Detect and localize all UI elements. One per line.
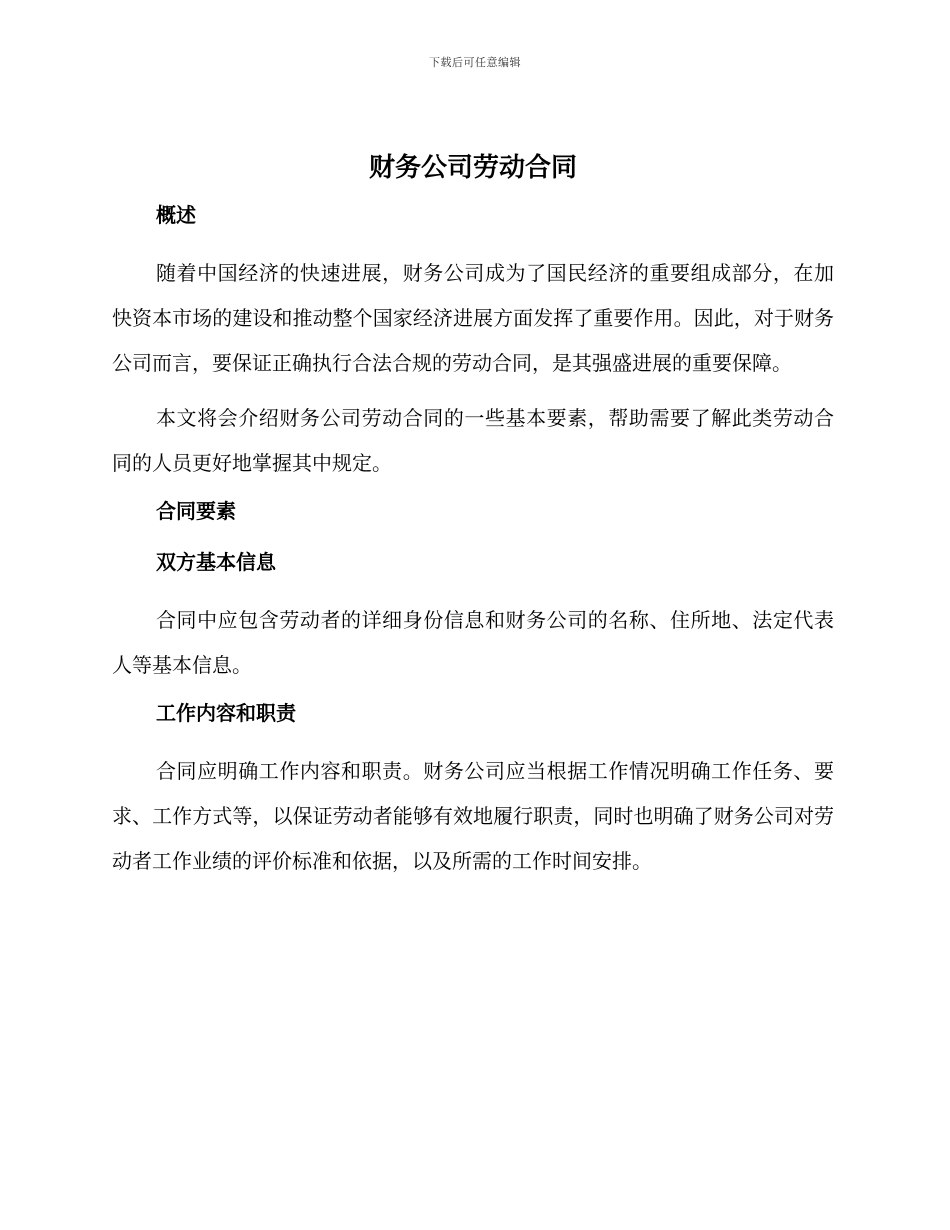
document-body	[112, 150, 834, 884]
paragraph-overview-2: 本文将会介绍财务公司劳动合同的一些基本要素，帮助需要了解此类劳动合同的人员更好地掌握其中规定。	[112, 406, 834, 475]
spacer	[112, 386, 834, 396]
spacer	[112, 486, 834, 496]
document-title: 财务公司劳动合同	[368, 153, 577, 183]
spacer	[112, 688, 834, 698]
paragraph-overview-1: 随着中国经济的快速进展，财务公司成为了国民经济的重要组成部分，在加快资本市场的建设和推动整个国家经济进展方面发挥了重要作用。因此，对于财务公司而言，要保证正确执行合法合规的劳动合同，是其强盛进展的重要保障。	[112, 261, 834, 375]
spacer	[112, 577, 834, 598]
paragraph-parties: 合同中应包含劳动者的详细身份信息和财务公司的名称、住所地、法定代表人等基本信息。	[112, 608, 834, 677]
spacer	[112, 230, 834, 251]
section-heading-duties: 工作内容和职责	[156, 701, 296, 725]
section-heading-overview: 概述	[156, 203, 196, 227]
paragraph-duties: 合同应明确工作内容和职责。财务公司应当根据工作情况明确工作任务、要求、工作方式等，以保证劳动者能够有效地履行职责，同时也明确了财务公司对劳动者工作业绩的评价标准和依据，以及所需的工作时间安排。	[112, 759, 834, 873]
section-heading-parties: 双方基本信息	[156, 550, 276, 574]
section-heading-contract-elements: 合同要素	[156, 499, 236, 523]
spacer	[112, 728, 834, 749]
spacer	[112, 526, 834, 547]
header-note: 下载后可任意编辑	[429, 56, 521, 69]
